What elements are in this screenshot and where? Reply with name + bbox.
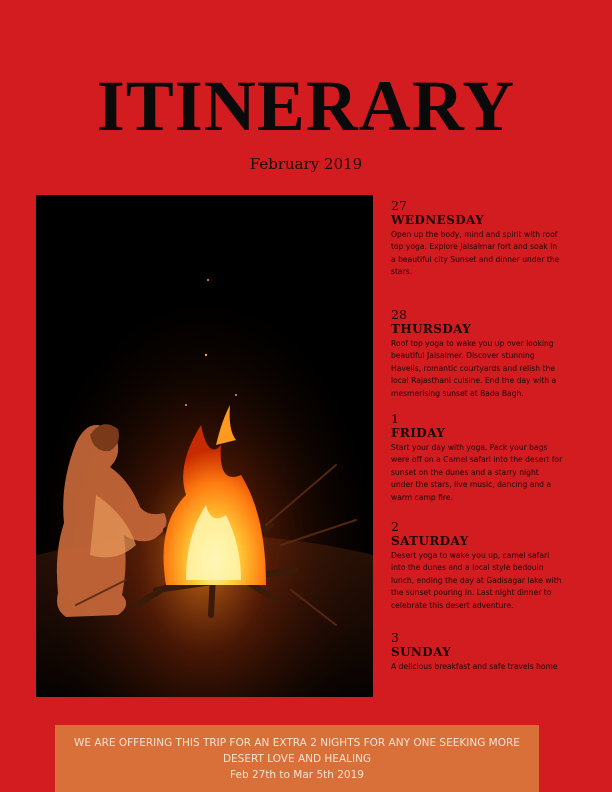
day-entry [391,411,563,504]
day-description: Roof top yoga to wake you up over looking beautiful Jaisalmer. Discover stunning Havelis, romantic courtyards and relish the local Rajasthani cuisine. End the day with a mesmerising sunset at Bada Bagh. [391,339,557,398]
day-description: Start your day with yoga. Pack your bags were off on a Camel safari into the desert for sunset on the dunes and a starry night under the stars, live music, dancing and a warm camp fire. [391,443,563,502]
page-subtitle: February 2019 [249,155,363,173]
day-description: A delicious breakfast and safe travels home [391,662,558,671]
day-name: WEDNESDAY [391,213,485,227]
day-entry [391,307,563,400]
offer-banner [55,725,539,792]
campfire-photo [36,195,373,697]
offer-dates: Feb 27th to Mar 5th 2019 [230,769,364,781]
day-date: 1 [391,411,399,426]
day-entry [391,519,563,612]
day-name: THURSDAY [391,322,472,336]
day-date: 2 [391,519,399,534]
day-entry [391,198,563,279]
day-description: Open up the body, mind and spirit with roof top yoga. Explore Jaisalmar fort and soak in a beautiful city Sunset and dinner under the stars. [391,230,560,277]
offer-line-1: WE ARE OFFERING THIS TRIP FOR AN EXTRA 2 NIGHTS FOR ANY ONE SEEKING MORE [74,737,520,749]
offer-line-2: DESERT LOVE AND HEALING [222,753,372,765]
day-name: SUNDAY [391,645,452,659]
page-title: ITINERARY [96,66,516,146]
day-date: 3 [391,630,399,645]
day-date: 27 [391,198,407,213]
day-entry [391,630,563,673]
day-name: SATURDAY [391,534,469,548]
day-description: Desert yoga to wake you up, camel safari into the dunes and a local style bedouin lunch, ending the day at Gadisagar lake with the sunset pouring in. Last night dinner to celebrate this desert adventure. [391,551,562,610]
day-date: 28 [391,307,407,322]
day-name: FRIDAY [391,426,446,440]
